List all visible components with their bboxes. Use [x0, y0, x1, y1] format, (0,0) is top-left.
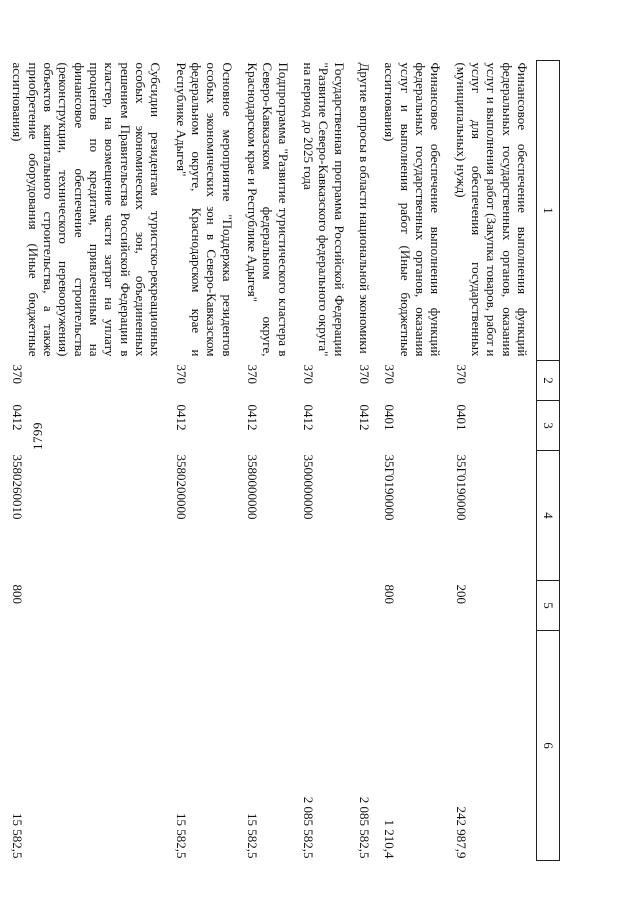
row-amount: 15 582,5	[245, 813, 261, 859]
table-row	[6, 61, 169, 861]
row-code-3: 0412	[173, 404, 189, 431]
column-header-3: 3	[537, 401, 560, 451]
table-row	[241, 61, 297, 861]
table-row	[297, 61, 353, 861]
row-description: Финансовое обеспечение выполнения функций федеральных государственных органов, оказания услуг и выполнения работ (Иные бюджетные ассигнования)	[382, 62, 444, 357]
row-code-4	[353, 451, 378, 581]
row-code-5: 200	[453, 584, 469, 604]
column-header-5: 5	[537, 581, 560, 631]
row-code-4: 3580200000	[173, 454, 189, 520]
row-amount: 1 210,4	[382, 819, 398, 859]
row-amount: 2 085 582,5	[301, 796, 317, 859]
table-row	[353, 61, 378, 861]
row-code-3: 0412	[301, 404, 317, 431]
row-code-4: 35Г0190000	[453, 454, 469, 521]
row-code-5	[169, 581, 240, 631]
row-code-2: 370	[245, 364, 261, 384]
row-code-2: 370	[301, 364, 317, 384]
row-description: Подпрограмма "Развитие туристического кластера в Северо-Кавказском федеральном округе, Краснодарском крае и Республике Адыгея"	[245, 62, 291, 357]
row-code-5	[241, 581, 297, 631]
row-code-2: 370	[453, 364, 469, 384]
budget-table	[6, 60, 560, 861]
row-code-2: 370	[382, 364, 398, 384]
row-code-3: 0401	[382, 404, 398, 431]
column-header-2: 2	[537, 361, 560, 401]
row-amount: 15 582,5	[10, 813, 26, 859]
row-amount: 2 085 582,5	[357, 796, 373, 859]
row-code-3: 0412	[245, 404, 261, 431]
row-code-3: 0401	[453, 404, 469, 431]
table-row	[378, 61, 449, 861]
row-code-4: 3580000000	[245, 454, 261, 520]
table-row	[449, 61, 536, 861]
row-code-3: 0412	[10, 404, 26, 431]
table-row	[169, 61, 240, 861]
row-code-3: 0412	[357, 404, 373, 431]
row-code-4: 3580260010	[10, 454, 26, 520]
column-header-4: 4	[537, 451, 560, 581]
column-header-6: 6	[537, 631, 560, 861]
row-code-2: 370	[10, 364, 26, 384]
row-description: Государственная программа Российской Федерации "Развитие Северо-Кавказского федерального округа" на период до 2025 года	[301, 62, 347, 357]
row-code-2: 370	[357, 364, 373, 384]
row-code-5	[353, 581, 378, 631]
row-code-5	[297, 581, 353, 631]
row-code-4: 35Г0190000	[382, 454, 398, 521]
table-header-row	[537, 61, 560, 861]
row-code-4: 3500000000	[301, 454, 317, 520]
row-description: Субсидии резидентам туристско-рекреационных особых экономических зон, объединенных решением Правительства Российской Федерации в кластер, на возмещение части затрат на уплату процентов по кредитам, привлеченным на финансовое обеспечение строительства (реконструкции, технического перевооружения) объектов капитального строительства, а также приобретение оборудования (Иные бюджетные ассигнования)	[10, 62, 164, 357]
page-number: 1799	[30, 422, 45, 450]
row-description: Другие вопросы в области национальной экономики	[357, 62, 373, 354]
row-amount: 15 582,5	[173, 813, 189, 859]
row-description: Основное мероприятие "Поддержка резидентов особых экономических зон в Северо-Кавказском федеральном округе, Краснодарском крае и Республике Адыгея"	[173, 62, 235, 357]
row-code-5: 800	[10, 584, 26, 604]
column-header-1: 1	[537, 61, 560, 361]
row-amount: 242 987,9	[453, 806, 469, 859]
row-code-2: 370	[173, 364, 189, 384]
row-code-5: 800	[382, 584, 398, 604]
row-description: Финансовое обеспечение выполнения функций федеральных государственных органов, оказания услуг и выполнения работ (Закупка товаров, работ и услуг для обеспечения государственных (муниципальных) нужд)	[453, 62, 530, 357]
